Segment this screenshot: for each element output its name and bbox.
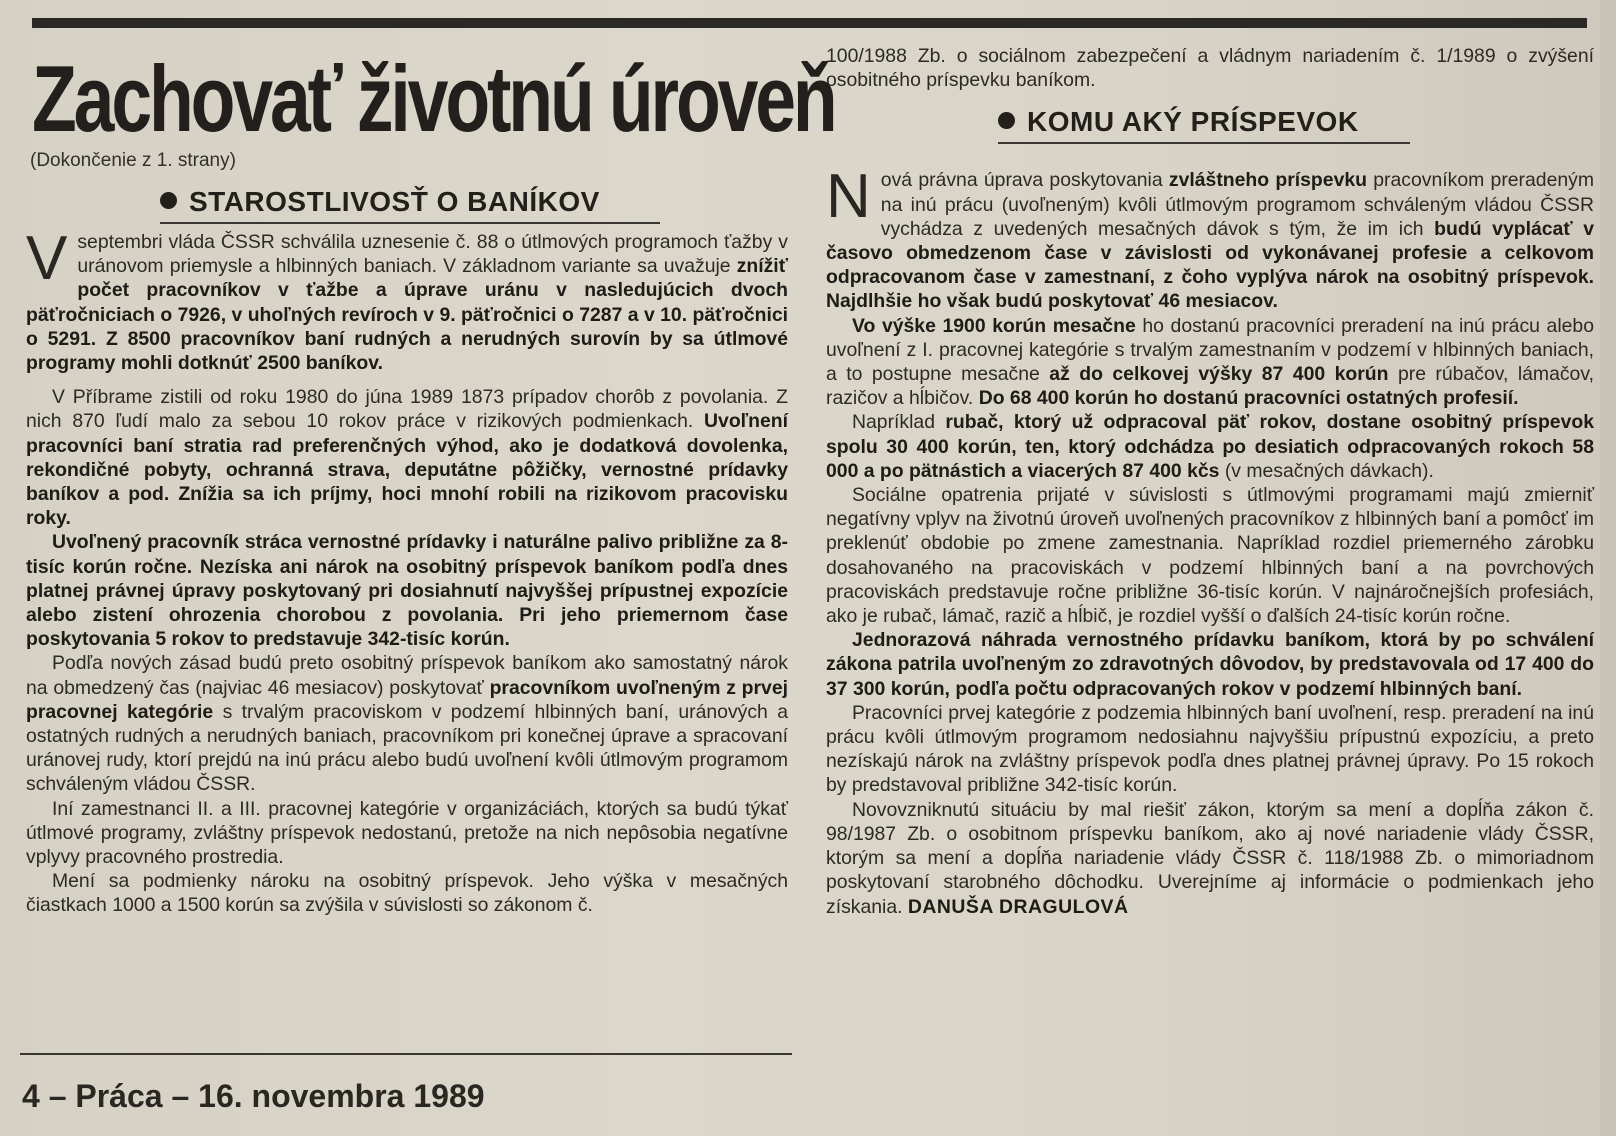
text: s trvalým pracoviskom v podzemí hlbinných baní, uránových a ostatných rudných a nerudných baniach, pracovníkom pri konečnej úprave a spracovaní uránovej rudy, ktorí prejdú na inú prácu alebo budú uvoľnení kvôli útlmovým programom schváleným vládou ČSSR. <box>26 700 788 796</box>
paragraph <box>826 162 1594 313</box>
section-heading-text: KOMU AKÝ PRÍSPEVOK <box>1027 106 1359 137</box>
section-heading-miners <box>160 186 660 224</box>
text: ho dostanú pracovníci preradení na inú prácu alebo uvoľnení z I. pracovnej kategórie s trvalým zamestnaním v podzemí v hlbinných baniach, a to postupne mesačne <box>826 314 1594 386</box>
bullet-icon <box>160 192 177 209</box>
paragraph: Sociálne opatrenia prijaté v súvislosti s útlmovými programami majú zmierniť negatívny vplyv na životnú úroveň uvoľnených pracovníkov z hlbinných baní a pomôcť im preklenúť obdobie po zmene zamestnania. Napríklad rozdiel priemerného zárobku dosahovaného na pracoviskách v podzemí hlbinných baní a na povrchových pracoviskách predstavuje ročne približne 36-tisíc korún. V najnáročnejších profesiách, ako je rubač, lámač, razič a hĺbič, je rozdiel vyšší o ďalších 24-tisíc korún ročne. <box>826 484 1594 628</box>
bullet-icon <box>998 112 1015 129</box>
bold-text: Uvoľnení pracovníci baní stratia rad preferenčných výhod, ako je dodatková dovolenka, rekondičné pobyty, ochranná strava, deputátne pôžičky, vernostné prídavky baníkov a pod. Znížia sa ich príjmy, hoci mnohí robili na rizikovom pracovisku roky. <box>26 410 788 530</box>
bold-text: Jednorazová náhrada vernostného prídavku baníkom, ktorá by po schválení zákona patrila uvoľneným zo zdravotných dôvodov, by predstavovala od 17 400 do 37 300 korún, podľa počtu odpracovaných rokov v podzemí hlbinných baní. <box>826 629 1594 700</box>
bottom-rule <box>20 1053 792 1055</box>
bold-text: pracovníkom uvoľneným z prvej pracovnej kategórie <box>26 676 788 723</box>
text: ová právna úprava poskytovania <box>880 169 1169 192</box>
paragraph: Mení sa podmienky nároku na osobitný príspevok. Jeho výška v mesačných čiastkach 1000 a 1500 korún sa zvýšila v súvislosti so zákonom č. <box>26 870 788 917</box>
text: Napríklad <box>852 411 946 434</box>
bold-text: až do celkovej výšky 87 400 korún <box>1049 363 1389 386</box>
bold-text: Uvoľnený pracovník stráca vernostné prídavky i naturálne palivo približne za 8-tisíc korún ročne. Nezíska ani nárok na osobitný príspevok baníkom podľa dnes platnej právnej úpravy poskytovaný pri dosiahnutí najvyššej prípustnej expozície alebo zistení ohrozenia chorobou z povolania. Pri jeho priemernom čase poskytovania 5 rokov to predstavuje 342-tisíc korún. <box>26 531 788 651</box>
byline: DANUŠA DRAGULOVÁ <box>907 895 1129 918</box>
bold-text: budú vyplácať v časovo obmedzenom čase v závislosti od vykonávanej profesie a celkovom odpracovanom čase v zamestnaní, z čoho vyplýva nárok na osobitný príspevok. Najdlhšie ho však budú poskytovať 46 mesiacov. <box>826 217 1594 313</box>
paragraph <box>826 410 1594 483</box>
bold-text: znížiť počet pracovníkov v ťažbe a úprave uránu v nasledujúcich dvoch päťročniciach o 7926, v uhoľných revíroch v 9. päťročnici o 7287 a v 10. päťročnici o 5291. Z 8500 pracovníkov baní rudných a nerudných surovín by sa útlmové programy mohli dotknúť 2500 baníkov. <box>26 255 788 375</box>
page-footer: 4 – Práca – 16. novembra 1989 <box>22 1078 485 1114</box>
text: septembri vláda ČSSR schválila uznesenie č. 88 o útlmových programoch ťažby v uránovom priemysle a hlbinných baniach. V základnom variante sa uvažuje <box>77 231 788 278</box>
drop-cap: N <box>826 162 871 232</box>
bold-text: rubač, ktorý už odpracoval päť rokov, dostane osobitný príspevok spolu 30 400 korún, ten, ktorý odchádza po desiatich odpracovaných rokoch 58 000 a po pätnástich a viacerých 87 400 kčs <box>826 411 1594 482</box>
paragraph <box>26 651 788 796</box>
bold-text: Do 68 400 korún ho dostanú pracovníci ostatných profesií. <box>978 387 1519 410</box>
paragraph <box>26 530 788 651</box>
page-edge <box>1600 0 1616 1136</box>
paragraph <box>826 314 1594 411</box>
text: pre rúbačov, lámačov, razičov a hĺbičov. <box>826 363 1594 410</box>
text: pracovníkom preradeným na inú prácu (uvoľneným) kvôli útlmovým programom schváleným vládou ČSSR vychádza z uvedených mesačných dávok s tým, že im ich <box>880 169 1594 240</box>
left-column <box>26 224 788 918</box>
text: Podľa nových zásad budú preto osobitný príspevok baníkom ako samostatný nárok na obmedzený čas (najviac 46 mesiacov) poskytovať <box>26 652 788 699</box>
paragraph: 100/1988 Zb. o sociálnom zabezpečení a vládnym nariadením č. 1/1989 o zvýšení osobitného príspevku baníkom. <box>826 45 1594 92</box>
drop-cap: V <box>26 224 68 293</box>
bold-text: zvláštneho príspevku <box>1168 169 1367 192</box>
paragraph: Iní zamestnanci II. a III. pracovnej kategórie v organizáciách, ktorých sa budú týkať útlmové programy, zvláštny príspevok nedostanú, pretože na nich nepôsobia negatívne vplyvy pracovného prostredia. <box>26 797 788 869</box>
text: Novovzniknutú situáciu by mal riešiť zákon, ktorým sa mení a dopĺňa zákon č. 98/1987 Zb. o osobitnom príspevku baníkom, ako aj nové nariadenie vlády ČSSR, ktorým sa mení a dopĺňa nariadenie vlády ČSSR č. 118/1988 Zb. o mimoriadnom poskytovaní starobného dôchodku. Uverejníme aj informácie o podmienkach jeho získania. <box>826 798 1594 918</box>
headline: Zachovať životnú úroveň <box>32 46 835 151</box>
top-rule <box>32 18 1587 28</box>
right-column <box>826 44 1594 919</box>
section-heading-text: STAROSTLIVOSŤ O BANÍKOV <box>189 186 600 217</box>
bold-text: Vo výške 1900 korún mesačne <box>852 314 1136 337</box>
continuation-note: (Dokončenie z 1. strany) <box>30 150 236 171</box>
paragraph <box>826 798 1594 919</box>
paragraph <box>26 224 788 375</box>
paragraph <box>26 385 788 530</box>
section-heading-contributions <box>998 106 1410 144</box>
paragraph: Pracovníci prvej kategórie z podzemia hlbinných baní uvoľnení, resp. preradení na inú prácu kvôli útlmovým programom nedosiahnu najvyššiu prípustnú expozíciu, a preto nezískajú nárok na zvláštny príspevok podľa dnes platnej právnej úpravy. Po 15 rokoch by predstavoval približne 342-tisíc korún. <box>826 701 1594 797</box>
text: (v mesačných dávkach). <box>1219 459 1434 482</box>
paragraph <box>826 628 1594 701</box>
text: V Příbrame zistili od roku 1980 do júna 1989 1873 prípadov chorôb z povolania. Z nich 870 ľudí malo za sebou 10 rokov práce v rizikových podmienkach. <box>26 386 788 433</box>
